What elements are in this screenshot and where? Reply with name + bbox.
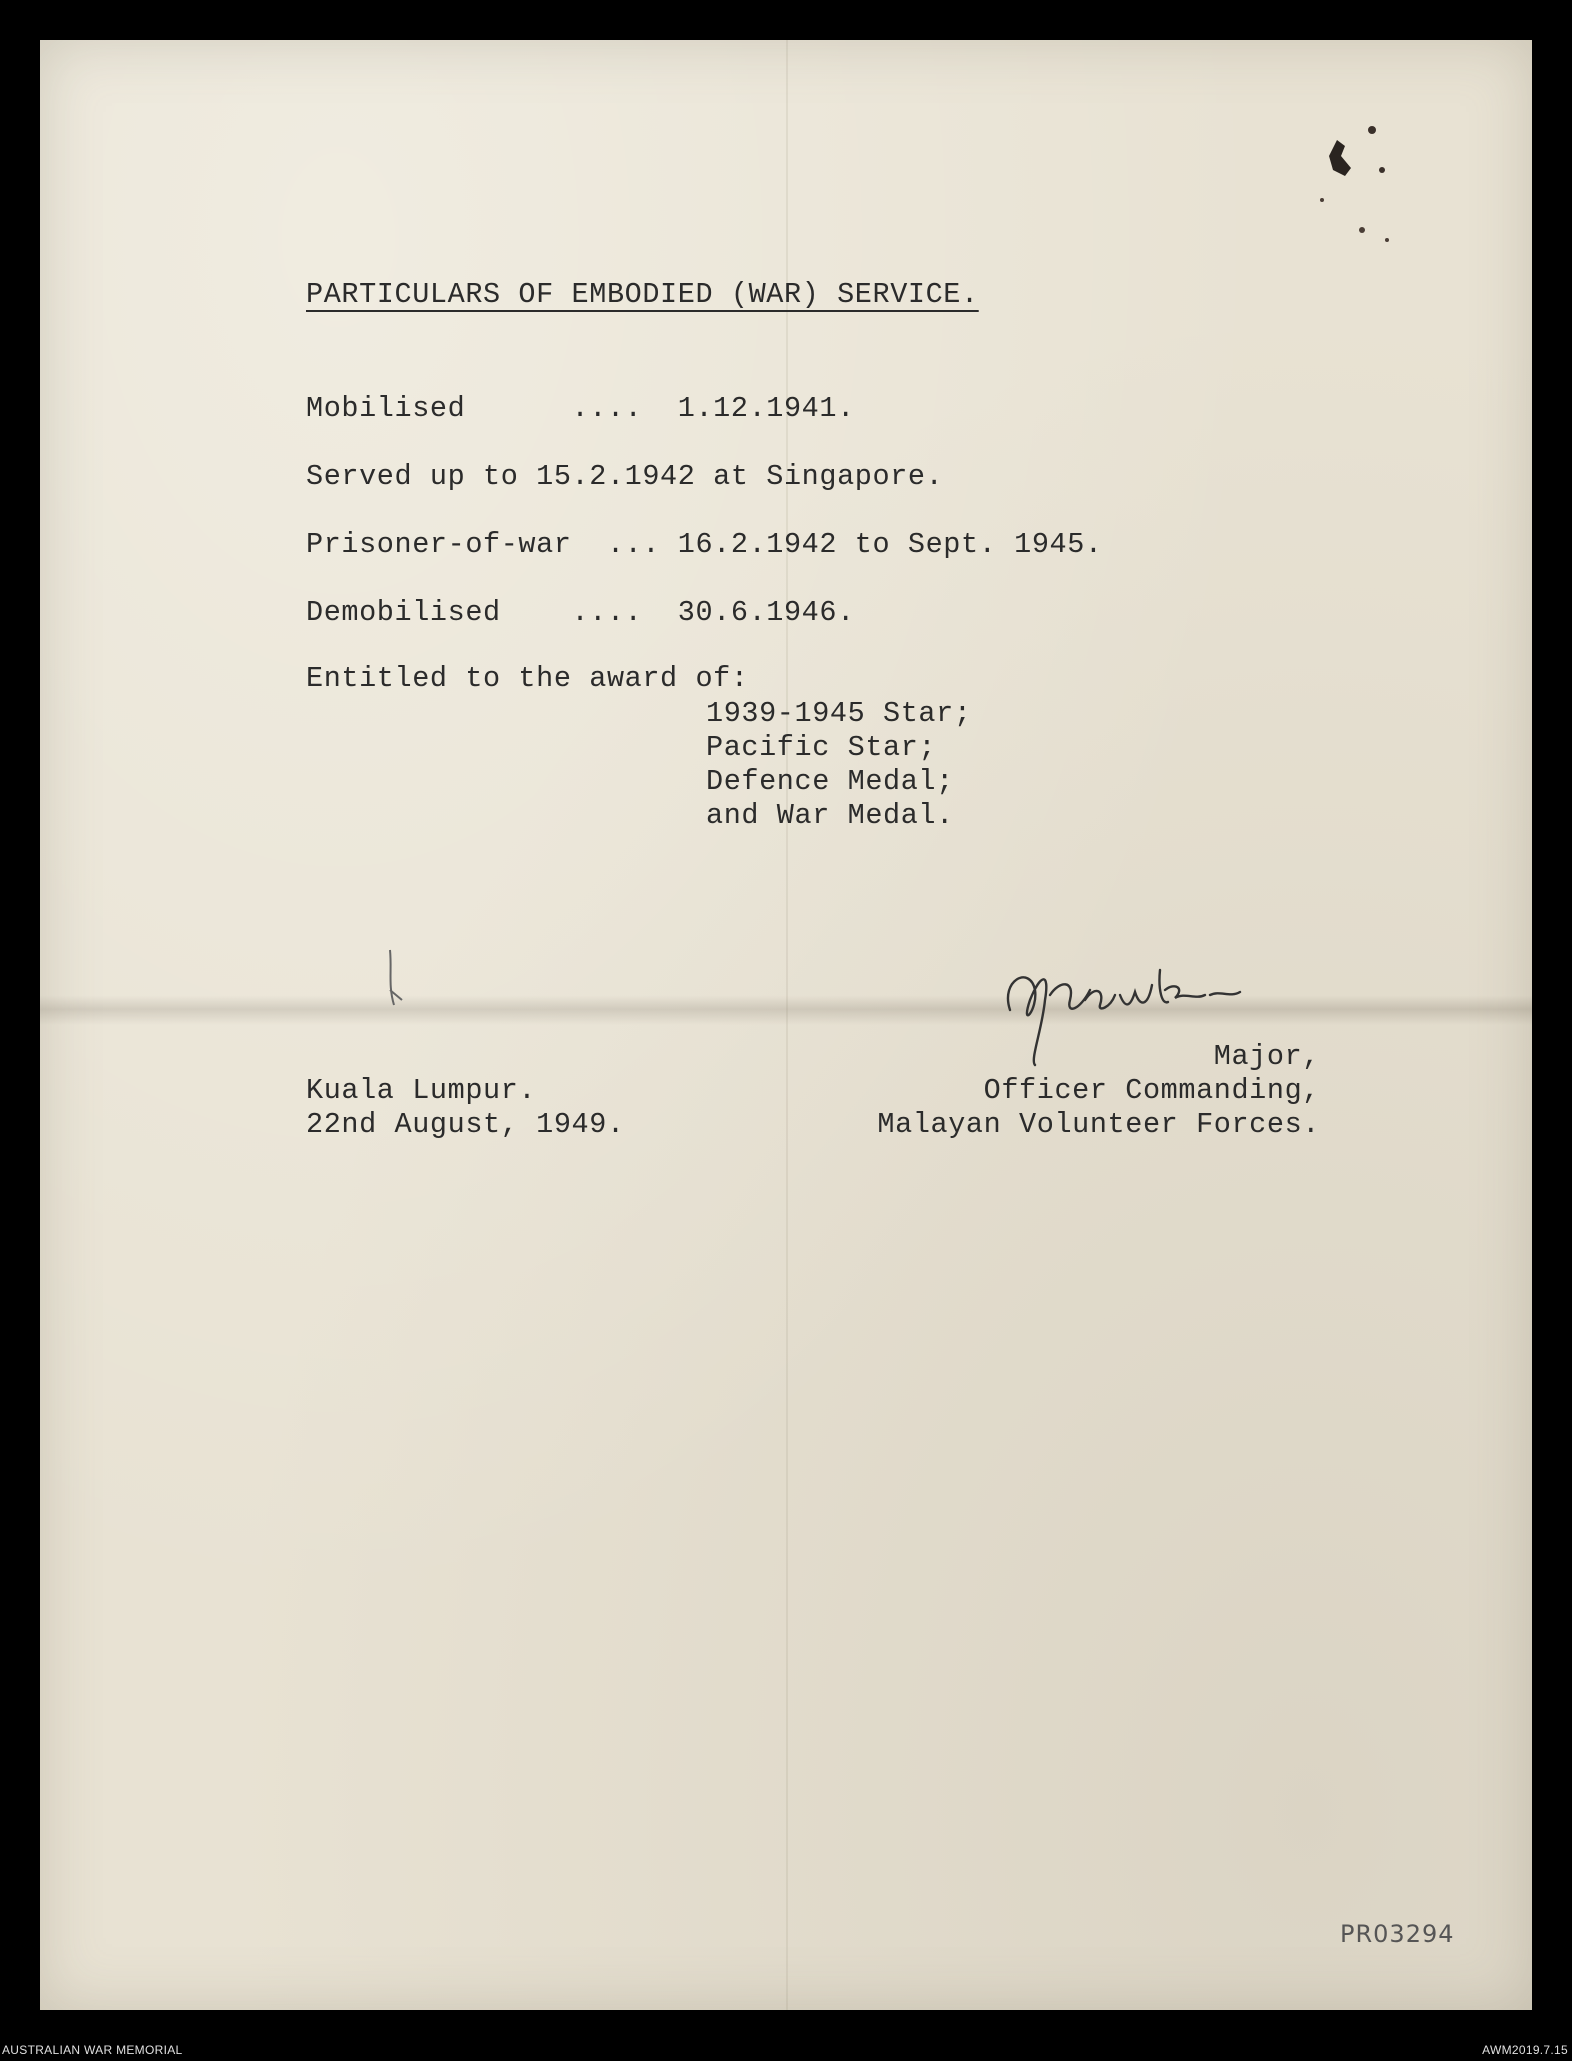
document-paper — [40, 40, 1532, 2010]
fold-crease — [786, 40, 788, 2010]
pencil-tick-mark — [380, 945, 410, 1015]
mobilised-line: Mobilised .... 1.12.1941. — [306, 392, 855, 425]
medal-item: Pacific Star; — [706, 731, 937, 764]
award-intro: Entitled to the award of: — [306, 662, 749, 695]
service-line: Served up to 15.2.1942 at Singapore. — [306, 460, 944, 493]
medal-item: 1939-1945 Star; — [706, 697, 972, 730]
signatory-unit: Malayan Volunteer Forces. — [877, 1108, 1320, 1141]
ink-stain — [1282, 110, 1402, 310]
document-heading: PARTICULARS OF EMBODIED (WAR) SERVICE. — [306, 278, 979, 311]
signatory-rank: Major, — [1213, 1040, 1320, 1073]
footer-institution: AUSTRALIAN WAR MEMORIAL — [2, 2043, 183, 2057]
footer-accession: AWM2019.7.15 — [1482, 2043, 1568, 2057]
demobilised-line: Demobilised .... 30.6.1946. — [306, 596, 855, 629]
document-date: 22nd August, 1949. — [306, 1108, 625, 1141]
signatory-role: Officer Commanding, — [983, 1074, 1320, 1107]
medal-item: and War Medal. — [706, 799, 954, 832]
prisoner-line: Prisoner-of-war ... 16.2.1942 to Sept. 1945. — [306, 528, 1103, 561]
medal-item: Defence Medal; — [706, 765, 954, 798]
catalogue-number: PR03294 — [1340, 1920, 1455, 1948]
document-place: Kuala Lumpur. — [306, 1074, 537, 1107]
